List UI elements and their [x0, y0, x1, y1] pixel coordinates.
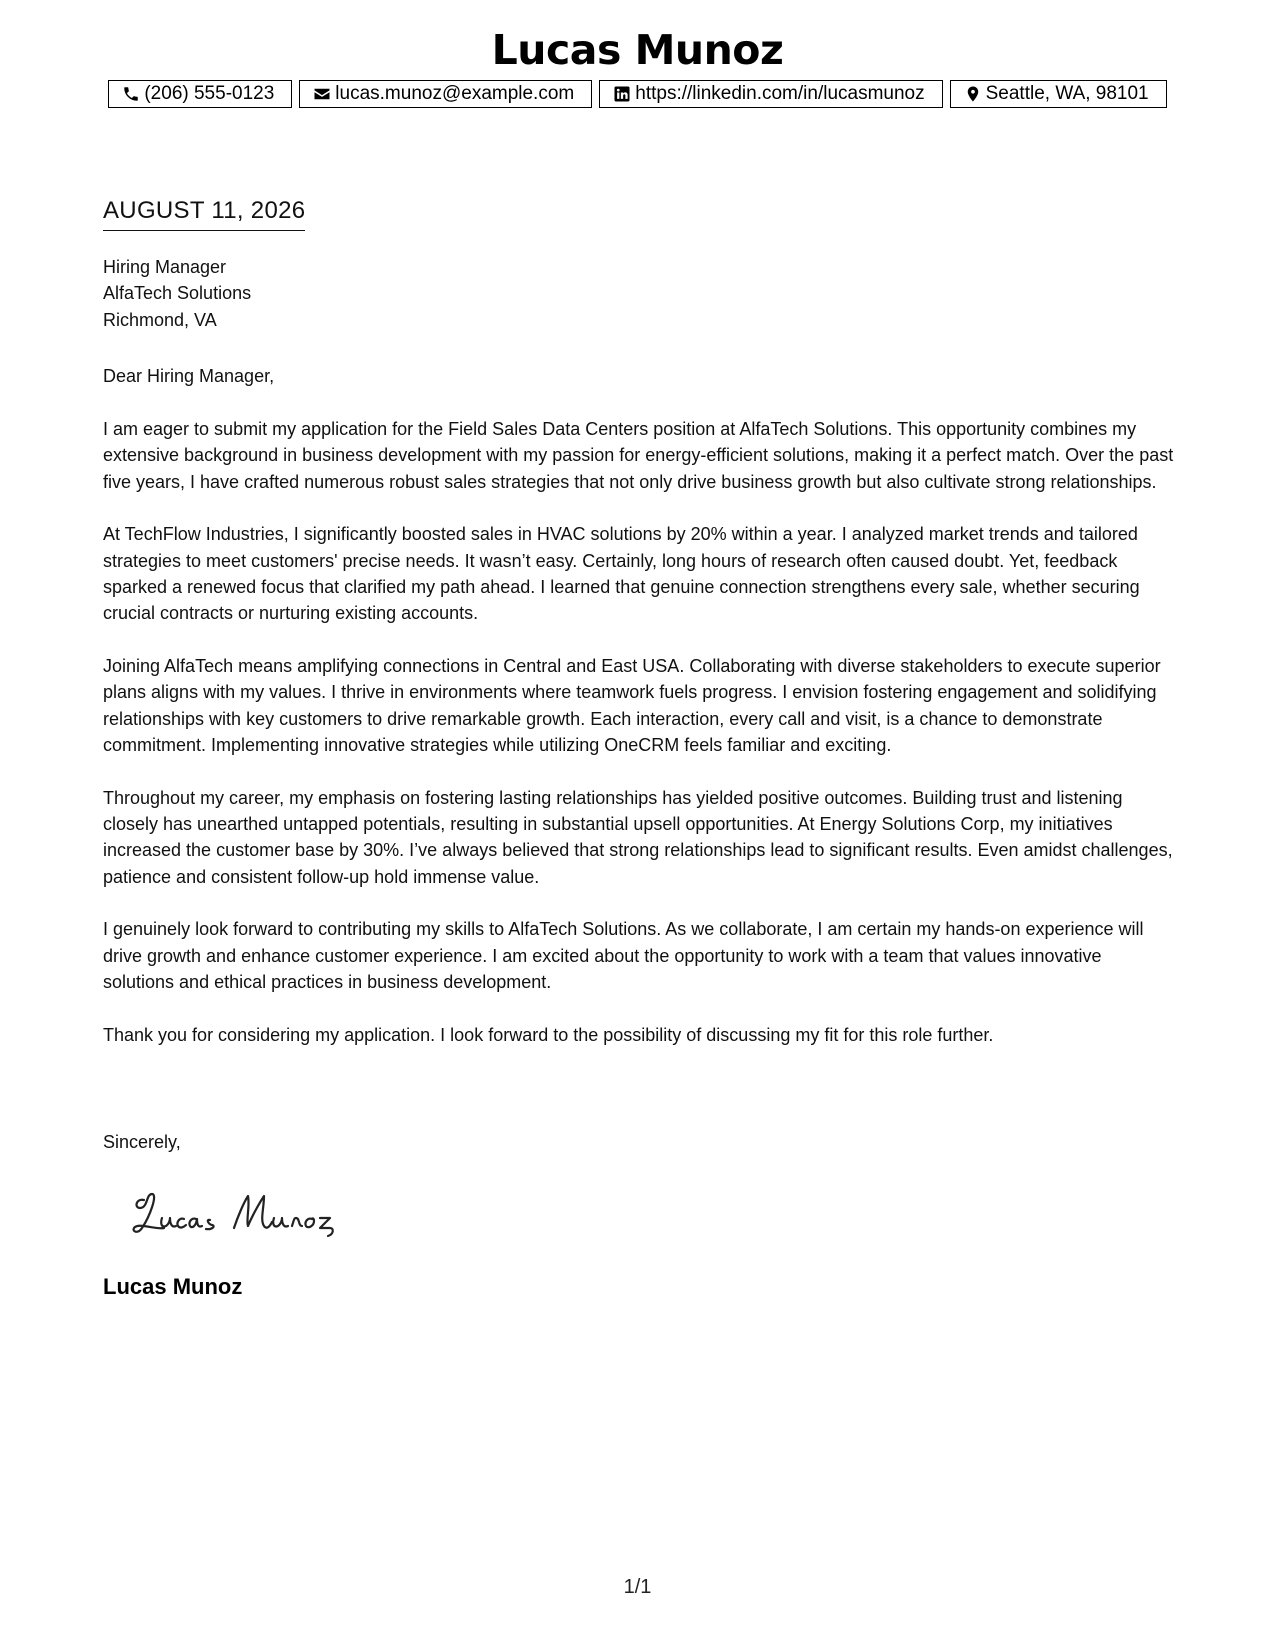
letter-date: AUGUST 11, 2026	[103, 195, 305, 231]
contact-email[interactable]	[299, 80, 592, 108]
recipient-location: Richmond, VA	[103, 309, 217, 330]
body-paragraph: Throughout my career, my emphasis on fostering lasting relationships has yielded positive outcomes. Building trust and listening closely has unearthed untapped potentials, resulting in substantial upsell opportunities. At Energy Solutions Corp, my initiatives increased the customer base by 30%. I’ve always believed that strong relationships lead to significant results. Even amidst challenges, patience and consistent follow-up hold immense value.	[103, 787, 1173, 887]
handwritten-signature	[126, 1186, 346, 1246]
recipient-title: Hiring Manager	[103, 257, 227, 277]
page-number: 1/1	[623, 1576, 652, 1598]
location-text: Seattle, WA, 98101	[985, 83, 1149, 104]
envelope-icon	[313, 85, 331, 103]
phone-icon	[122, 85, 140, 103]
body-paragraph: I genuinely look forward to contributing my skills to AlfaTech Solutions. As we collaborate, I am certain my hands-on experience will drive growth and enhance customer experience. I am excited about the opportunity to work with a team that values innovative solutions and ethical practices in business development.	[103, 919, 1144, 993]
body-paragraph: Thank you for considering my application. I look forward to the possibility of discussing my fit for this role further.	[103, 1024, 994, 1045]
body-paragraph: I am eager to submit my application for the Field Sales Data Centers position at AlfaTech Solutions. This opportunity combines my extensive background in business development with my passion for energy-efficient solutions, making it a perfect match. Over the past five years, I have crafted numerous robust sales strategies that not only drive business growth but also cultivate strong relationships.	[103, 419, 1174, 492]
letter-body	[103, 416, 1175, 1075]
contact-info-row	[0, 80, 1275, 108]
email-text: lucas.munoz@example.com	[335, 83, 575, 104]
recipient-company: AlfaTech Solutions	[103, 283, 252, 304]
signed-name: Lucas Munoz	[103, 1274, 243, 1299]
linkedin-text: https://linkedin.com/in/lucasmunoz	[635, 83, 925, 104]
phone-text: (206) 555-0123	[144, 83, 275, 104]
map-pin-icon	[964, 85, 982, 103]
recipient-block	[103, 254, 251, 333]
applicant-name-heading: Lucas Munoz	[491, 26, 784, 74]
body-paragraph: At TechFlow Industries, I significantly boosted sales in HVAC solutions by 20% within a year. I analyzed market trends and tailored strategies to meet customers' precise needs. It wasn’t easy. Certainly, long hours of research often caused doubt. Yet, feedback sparked a renewed focus that clarified my path ahead. I learned that genuine connection strengthens every sale, whether securing crucial contracts or nurturing existing accounts.	[103, 524, 1140, 624]
linkedin-icon	[613, 85, 631, 103]
contact-phone	[108, 80, 292, 108]
salutation: Dear Hiring Manager,	[103, 366, 275, 386]
closing-line: Sincerely,	[103, 1132, 181, 1152]
contact-location	[950, 80, 1167, 108]
body-paragraph: Joining AlfaTech means amplifying connections in Central and East USA. Collaborating with diverse stakeholders to execute superior plans aligns with my values. I thrive in environments where teamwork fuels progress. I envision fostering engagement and solidifying relationships with key customers to drive remarkable growth. Each interaction, every call and visit, is a chance to demonstrate commitment. Implementing innovative strategies while utilizing OneCRM feels familiar and exciting.	[103, 656, 1161, 755]
contact-linkedin[interactable]	[599, 80, 942, 108]
